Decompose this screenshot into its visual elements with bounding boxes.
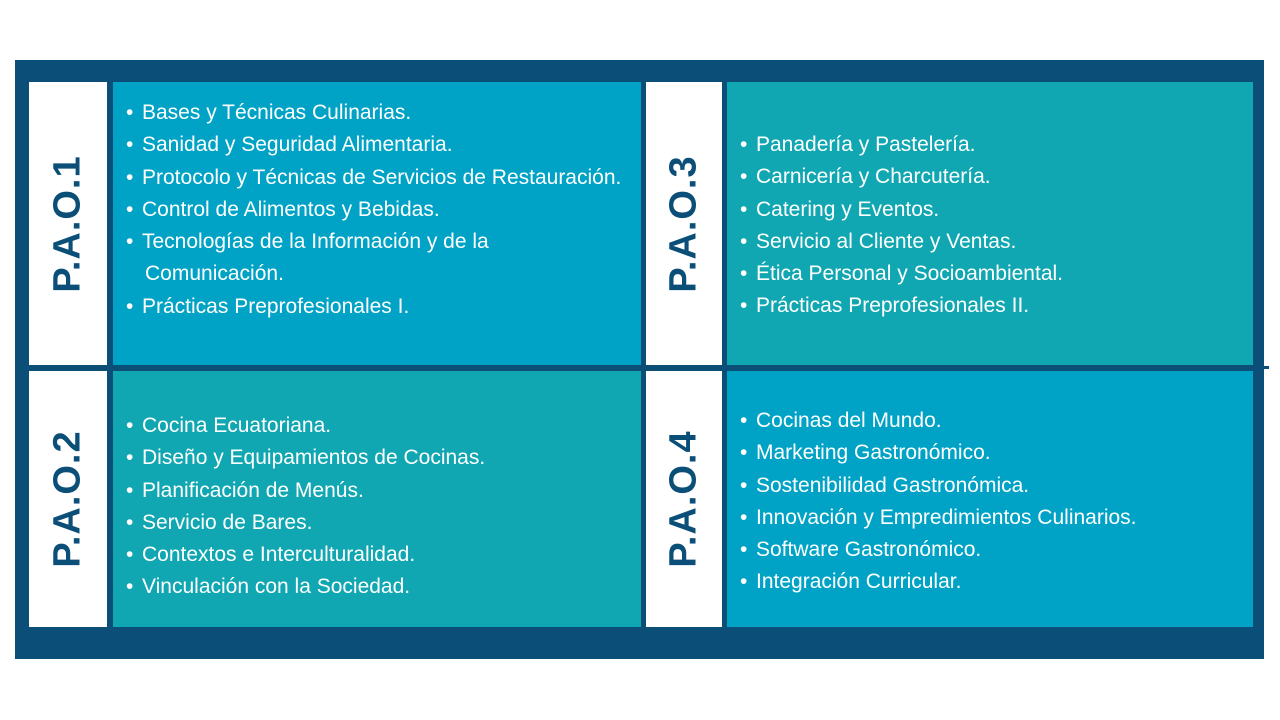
course-item: • Carnicería y Charcutería. — [740, 165, 991, 189]
pao1-course-list — [126, 97, 641, 323]
course-item: • Planificación de Menús. — [126, 478, 364, 502]
course-item: • Servicio al Cliente y Ventas. — [740, 229, 1017, 253]
course-item: • Prácticas Preprofesionales I. — [126, 294, 410, 318]
course-item: • Panadería y Pastelería. — [740, 133, 976, 156]
pao2-course-list — [126, 410, 641, 604]
course-item: • Control de Alimentos y Bebidas. — [126, 197, 440, 221]
pao1-label-box — [29, 82, 107, 365]
pao1-label: P.A.O.1 — [46, 154, 89, 293]
pao4-label: P.A.O.4 — [662, 430, 705, 568]
course-item: • Catering y Eventos. — [740, 197, 940, 221]
course-item: • Vinculación con la Sociedad. — [126, 575, 411, 599]
course-item: • Sanidad y Seguridad Alimentaria. — [126, 133, 453, 157]
pao1-panel — [113, 82, 641, 365]
course-item: • Diseño y Equipamientos de Cocinas. — [126, 446, 486, 470]
course-item: • Integración Curricular. — [740, 570, 962, 594]
course-item: • Sostenibilidad Gastronómica. — [740, 473, 1030, 497]
pao2-label-box — [29, 371, 107, 627]
course-item: • Protocolo y Técnicas de Servicios de Restauración. — [126, 165, 622, 189]
course-item: • Cocinas del Mundo. — [740, 409, 942, 432]
horizontal-divider — [15, 366, 1269, 369]
course-item: • Cocina Ecuatoriana. — [126, 414, 332, 437]
pao3-panel — [727, 82, 1253, 365]
pao4-panel — [727, 371, 1253, 627]
pao2-label: P.A.O.2 — [46, 430, 89, 568]
course-item: • Ética Personal y Socioambiental. — [740, 262, 1063, 286]
course-item: • Software Gastronómico. — [740, 538, 982, 562]
pao4-label-box — [646, 371, 722, 627]
course-item: • Contextos e Interculturalidad. — [126, 543, 416, 567]
pao3-label-box — [646, 82, 722, 365]
course-item: • Marketing Gastronómico. — [740, 441, 991, 465]
pao2-panel — [113, 371, 641, 627]
course-item: • Tecnologías de la Información y de la Comunicación. — [126, 230, 489, 286]
course-item: • Prácticas Preprofesionales II. — [740, 294, 1030, 318]
pao3-label: P.A.O.3 — [662, 154, 705, 293]
course-item: • Bases y Técnicas Culinarias. — [126, 101, 412, 124]
pao3-course-list — [740, 129, 1253, 323]
course-item: • Innovación y Empredimientos Culinarios. — [740, 505, 1137, 529]
course-item: • Servicio de Bares. — [126, 510, 313, 534]
pao4-course-list — [740, 405, 1253, 599]
